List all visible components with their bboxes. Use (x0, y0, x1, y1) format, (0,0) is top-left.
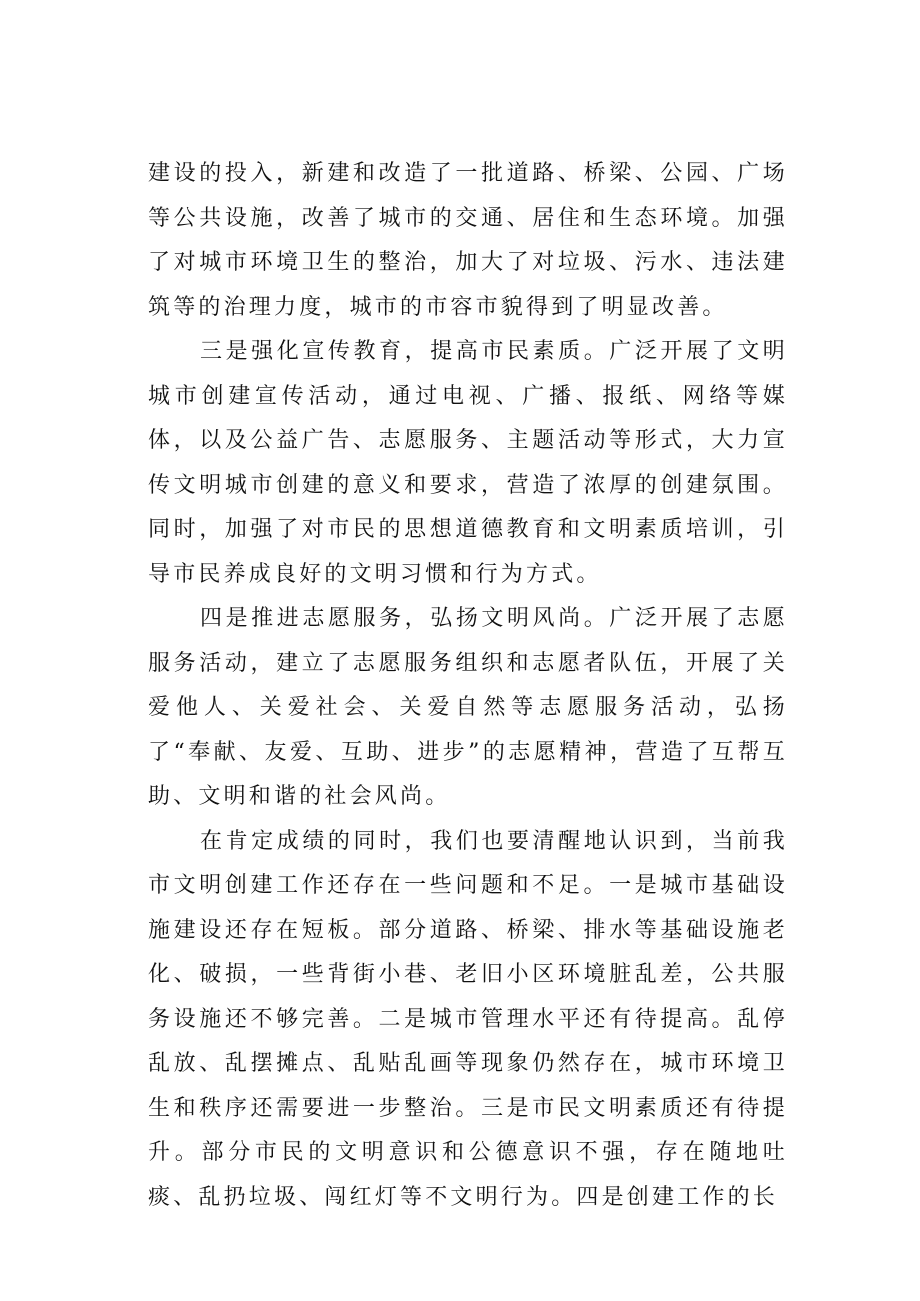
document-body (148, 152, 788, 1220)
paragraph-publicity-education: 三是强化宣传教育，提高市民素质。广泛开展了文明城市创建宣传活动，通过电视、广播、报纸、网络等媒体，以及公益广告、志愿服务、主题活动等形式，大力宣传文明城市创建的意义和要求，营造了浓厚的创建氛围。同时，加强了对市民的思想道德教育和文明素质培训，引导市民养成良好的文明习惯和行为方式。 (148, 339, 788, 587)
paragraph-problems: 在肯定成绩的同时，我们也要清醒地认识到，当前我市文明创建工作还存在一些问题和不足。一是城市基础设施建设还存在短板。部分道路、桥梁、排水等基础设施老化、破损，一些背街小巷、老旧小区环境脏乱差，公共服务设施还不够完善。二是城市管理水平还有待提高。乱停乱放、乱摆摊点、乱贴乱画等现象仍然存在，城市环境卫生和秩序还需要进一步整治。三是市民文明素质还有待提升。部分市民的文明意识和公德意识不强，存在随地吐痰、乱扔垃圾、闯红灯等不文明行为。四是创建工作的长 (148, 828, 788, 1210)
paragraph-volunteer-service: 四是推进志愿服务，弘扬文明风尚。广泛开展了志愿服务活动，建立了志愿服务组织和志愿者队伍，开展了关爱他人、关爱社会、关爱自然等志愿服务活动，弘扬了“奉献、友爱、互助、进步”的志愿精神，营造了互帮互助、文明和谐的社会风尚。 (148, 606, 788, 809)
paragraph-continued: 建设的投入，新建和改造了一批道路、桥梁、公园、广场等公共设施，改善了城市的交通、居住和生态环境。加强了对城市环境卫生的整治，加大了对垃圾、污水、违法建筑等的治理力度，城市的市容市貌得到了明显改善。 (148, 161, 788, 320)
